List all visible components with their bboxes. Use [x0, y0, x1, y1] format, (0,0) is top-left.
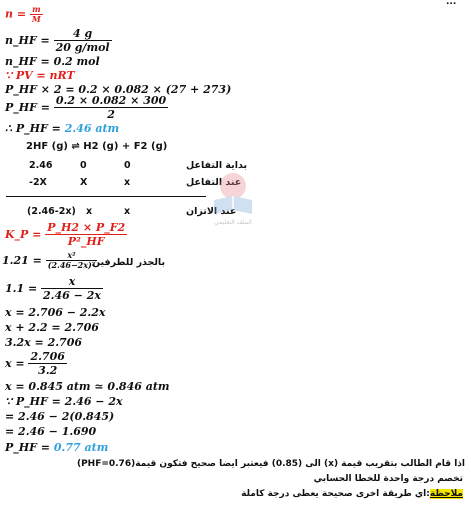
- step-4: ∵ P_HF = 2.46 − 2x: [5, 395, 123, 408]
- eq6-fraction: [54, 94, 168, 121]
- step-2: x + 2.2 = 2.706: [5, 321, 99, 334]
- eq-sub-num: x²: [67, 250, 76, 260]
- eq6-lhs: P_HF =: [5, 101, 51, 114]
- eq-moles-hf: [5, 27, 112, 54]
- eq-pressure-fraction: [5, 94, 168, 121]
- ice-eq-f2: x: [124, 206, 131, 217]
- eq-x-lhs: x =: [5, 357, 25, 370]
- eq6-num: 0.2 × 0.082 × 300: [55, 94, 167, 107]
- eq-kp: [5, 221, 127, 248]
- watermark-text: الملف التعليمي: [214, 219, 252, 226]
- eq-pressure-result: [5, 122, 119, 135]
- note-line-2: تخصم درجة واحدة للخطا الحسابي: [313, 474, 463, 484]
- note-label: ملاحظة: [429, 489, 463, 499]
- ice-initial-hf: 2.46: [29, 160, 53, 171]
- reaction-equation: 2HF (g) ⇌ H2 (g) + F2 (g): [26, 141, 168, 152]
- eq-sub-lhs: 1.21 =: [2, 254, 42, 267]
- step-6: = 2.46 − 1.690: [5, 425, 97, 438]
- eq2-lhs: n_HF =: [5, 34, 50, 47]
- eq-sub-fraction: [46, 251, 98, 270]
- sqrt-note: بالجذر للطرفين: [92, 257, 166, 268]
- step-3: 3.2x = 2.706: [5, 336, 83, 349]
- corner-text: ...: [446, 0, 457, 7]
- kp-fraction: [45, 221, 127, 248]
- eq-substitution: [2, 251, 97, 270]
- eq1-lhs: n =: [5, 7, 27, 21]
- ice-change-f2: x: [124, 177, 131, 188]
- ice-divider: [6, 196, 206, 197]
- eq-sub-den: (2.46−2x)²: [47, 260, 96, 270]
- note-line-1: اذا قام الطالب بتقريب قيمة (x) الى (0.85) فيعتبر ايضا صحيح فتكون قيمة(PHF=0.76): [76, 459, 465, 469]
- ice-change-hf: -2X: [29, 177, 47, 188]
- ice-eq-hf: (2.46-2x): [27, 206, 76, 217]
- eq-x-frac: [28, 350, 66, 377]
- eq1-fraction: [30, 5, 43, 24]
- eq6-den: 2: [54, 107, 168, 121]
- ice-initial-h2: 0: [80, 160, 87, 171]
- ice-change-label: عند التفاعل: [186, 177, 242, 188]
- step-1: x = 2.706 − 2.2x: [5, 306, 106, 319]
- ice-initial-label: بداية التفاعل: [186, 160, 248, 171]
- ice-eq-h2: x: [86, 206, 93, 217]
- eq-x-fraction: [5, 350, 67, 377]
- eq7-prefix: ∴ P_HF =: [5, 122, 61, 135]
- eq-moles-result: n_HF = 0.2 mol: [5, 55, 100, 68]
- final-prefix: P_HF =: [5, 441, 51, 454]
- eq-x-den: 3.2: [28, 363, 66, 377]
- ice-eq-label: عند الاتزان: [186, 206, 237, 217]
- kp-lhs: K_P =: [5, 228, 42, 241]
- watermark-logo: [196, 166, 270, 228]
- ice-initial-f2: 0: [124, 160, 131, 171]
- note-line-3: [241, 489, 463, 499]
- eq-root-lhs: 1.1 =: [5, 282, 38, 295]
- final-result: [5, 441, 108, 454]
- eq-x-value: x = 0.845 atm ≃ 0.846 atm: [5, 380, 170, 393]
- eq1-den: M: [31, 14, 41, 24]
- eq-ideal-gas: ∵ PV = nRT: [5, 69, 75, 82]
- eq-root-num: x: [68, 275, 76, 288]
- eq2-num: 4 g: [73, 27, 93, 40]
- eq-root-fraction: [41, 275, 103, 302]
- eq7-value: 2.46 atm: [64, 122, 120, 135]
- eq-pressure-setup: P_HF × 2 = 0.2 × 0.082 × (27 + 273): [5, 83, 232, 96]
- kp-den: P²_HF: [45, 234, 127, 248]
- eq-root-den: 2.46 − 2x: [43, 289, 101, 302]
- kp-num: P_H2 × P_F2: [47, 221, 126, 234]
- eq2-den: 20 g/mol: [55, 41, 110, 54]
- eq1-num: m: [32, 4, 41, 14]
- eq2-fraction: [54, 27, 112, 54]
- final-value: 0.77 atm: [53, 441, 109, 454]
- eq-root: [5, 275, 103, 302]
- step-5: = 2.46 − 2(0.845): [5, 410, 115, 423]
- eq-moles-formula: [5, 5, 43, 24]
- note-text: :اي طريقة اخرى صحيحة يعطى درجة كاملة: [241, 489, 430, 499]
- ice-change-h2: X: [80, 177, 88, 188]
- eq-x-num: 2.706: [30, 350, 65, 363]
